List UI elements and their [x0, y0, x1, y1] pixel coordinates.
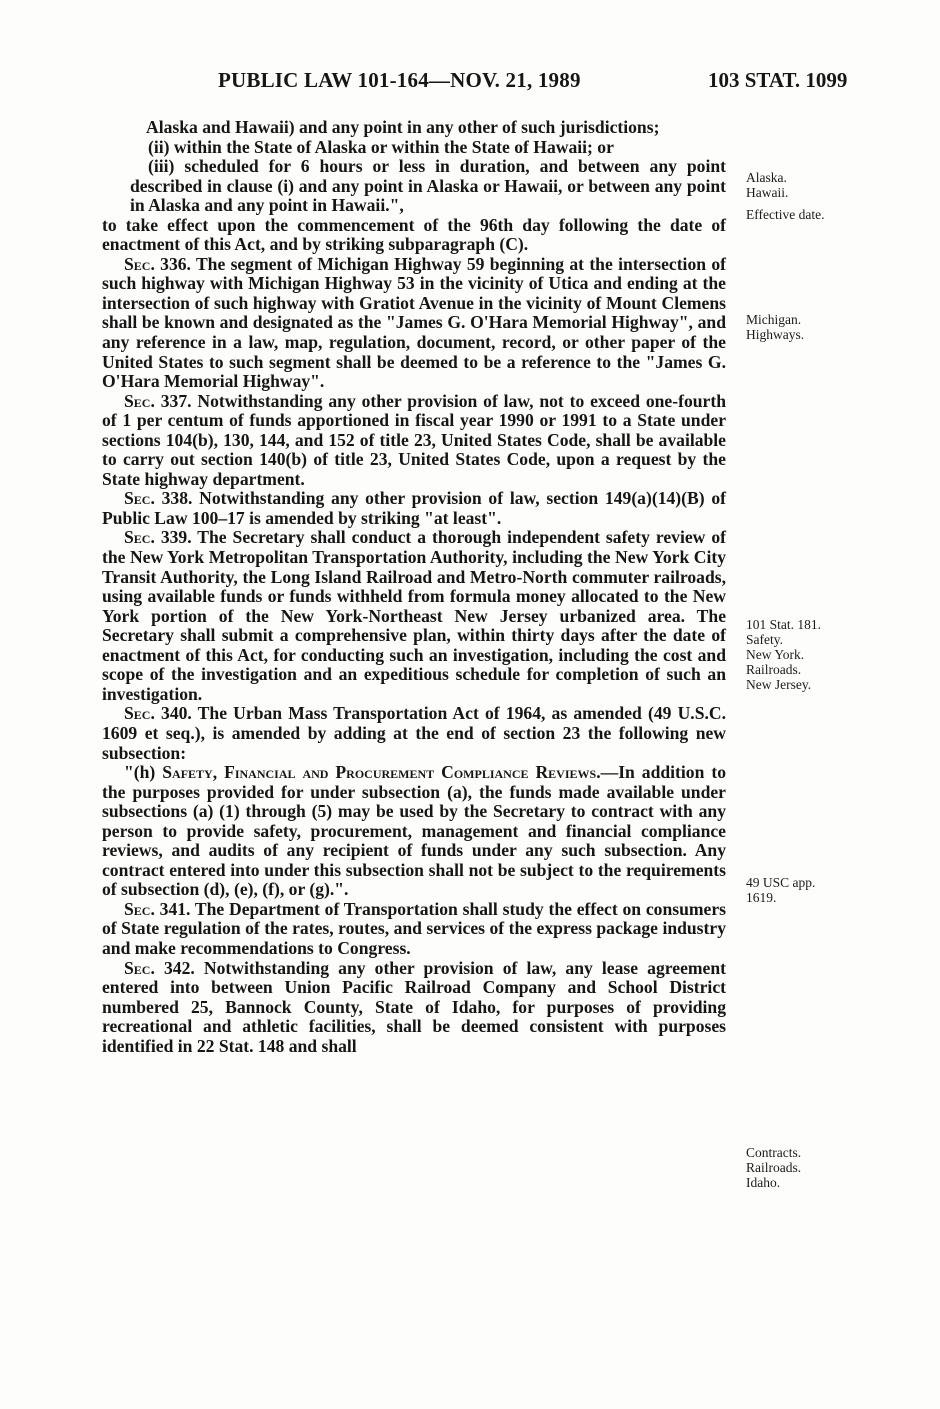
margin-note-line: 101 Stat. 181.: [746, 617, 822, 632]
subsection-text: .—In addition to the purposes provided for under subsection (a), the funds made available under subsections (a) (1) through (5) may be used by the Secretary to contract with any person to provide safety, procurement, management and financial compliance reviews, and audits of any recipient of funds under any such subsection. Any contract entered into under this subsection shall not be subject to the requirements of subsection (d), (e), (f), or (g).".: [102, 762, 726, 900]
section-338: [102, 489, 726, 528]
section-text: 338. Notwithstanding any other provision of law, section 149(a)(14)(B) of Public Law 100–17 is amended by striking "at least".: [102, 488, 726, 528]
running-header-stat-reference: 103 STAT. 1099: [708, 68, 848, 92]
margin-note-line: Safety.: [746, 632, 783, 647]
margin-note-line: Hawaii.: [746, 185, 789, 200]
margin-note-49-usc: [746, 875, 815, 905]
section-text: 337. Notwithstanding any other provision of law, not to exceed one-fourth of 1 per centum of funds apportioned in fiscal year 1990 or 1991 to a State under sections 104(b), 130, 144, and 152 of title 23, United States Code, shall be available to carry out section 140(b) of title 23, United States Code, upon a request by the State highway department.: [102, 390, 726, 489]
section-label: Sec.: [124, 898, 155, 919]
margin-note-line: Contracts.: [746, 1145, 802, 1160]
section-text: 340. The Urban Mass Transportation Act of 1964, as amended (49 U.S.C. 1609 et seq.), is amended by adding at the end of section 23 the following new subsection:: [102, 703, 726, 763]
margin-note-safety-new-york: [746, 617, 821, 692]
section-label: Sec.: [124, 957, 155, 978]
section-text: 341. The Department of Transportation shall study the effect on consumers of State regulation of the rates, routes, and services of the express package industry and make recommendations to Congress.: [102, 898, 726, 958]
section-341: [102, 900, 726, 959]
section-339: [102, 528, 726, 704]
section-label: Sec.: [124, 253, 155, 274]
subsection-heading: Safety, Financial and Procurement Compliance Reviews: [162, 762, 597, 783]
margin-note-line: 1619.: [746, 890, 777, 905]
section-text: 342. Notwithstanding any other provision of law, any lease agreement entered into between Union Pacific Railroad Company and School District numbered 25, Bannock County, State of Idaho, for purposes of providing recreational and athletic facilities, shall be deemed consistent with purposes identified in 22 Stat. 148 and shall: [102, 957, 726, 1056]
running-header-title: PUBLIC LAW 101-164—NOV. 21, 1989: [218, 68, 581, 92]
margin-note-line: Alaska.: [746, 170, 787, 185]
margin-note-line: Idaho.: [746, 1175, 781, 1190]
margin-note-line: New York.: [746, 647, 805, 662]
section-text: 339. The Secretary shall conduct a thorough independent safety review of the New York Metropolitan Transportation Authority, including the New York City Transit Authority, the Long Island Railroad and Metro-North commuter railroads, using available funds or funds withheld from formula money allocated to the New York portion of the New York-Northeast New Jersey urbanized area. The Secretary shall submit a comprehensive plan, within thirty days after the date of enactment of this Act, for conducting such an investigation, including the cost and scope of the investigation and an expeditious schedule for completion of such an investigation.: [102, 527, 726, 704]
paragraph-effective: to take effect upon the commencement of the 96th day following the date of enactment of this Act, and by striking subparagraph (C).: [102, 214, 726, 255]
margin-note-line: Railroads.: [746, 662, 802, 677]
margin-note-line: Highways.: [746, 327, 805, 342]
section-label: Sec.: [124, 703, 155, 724]
section-label: Sec.: [124, 488, 155, 509]
section-label: Sec.: [124, 527, 155, 548]
margin-note-contracts-idaho: [746, 1145, 801, 1190]
section-337: [102, 392, 726, 490]
margin-note-line: Michigan.: [746, 312, 802, 327]
subsection-prefix: "(h): [124, 762, 163, 783]
clause-iii: (iii) scheduled for 6 hours or less in duration, and between any point described in clause (i) and any point in Alaska or Hawaii, or between any point in Alaska and any point in Hawaii.",: [130, 156, 726, 216]
margin-note-line: 49 USC app.: [746, 875, 816, 890]
section-text: 336. The segment of Michigan Highway 59 beginning at the intersection of such highway with Michigan Highway 53 in the vicinity of Utica and ending at the intersection of such highway with Gratiot Avenue in the vicinity of Mount Clemens shall be known and designated as the "James G. O'Hara Memorial Highway", and any reference in a law, map, regulation, document, record, or other paper of the United States to such segment shall be deemed to be a reference to the "James G. O'Hara Memorial Highway".: [102, 253, 726, 392]
section-label: Sec.: [124, 390, 155, 411]
margin-note-effective-date: [746, 207, 824, 222]
section-336: [102, 255, 726, 392]
margin-note-line: Railroads.: [746, 1160, 802, 1175]
margin-note-line: New Jersey.: [746, 677, 812, 692]
body-text: [102, 118, 726, 1056]
margin-note-alaska-hawaii: [746, 170, 788, 200]
section-342: [102, 959, 726, 1057]
margin-note-michigan-highways: [746, 312, 804, 342]
subsection-h: [102, 763, 726, 900]
paragraph-continuation: Alaska and Hawaii) and any point in any other of such jurisdictions;: [146, 117, 660, 137]
clause-ii: (ii) within the State of Alaska or within the State of Hawaii; or: [148, 136, 614, 157]
margin-note-line: Effective date.: [746, 207, 825, 222]
section-340: [102, 704, 726, 763]
